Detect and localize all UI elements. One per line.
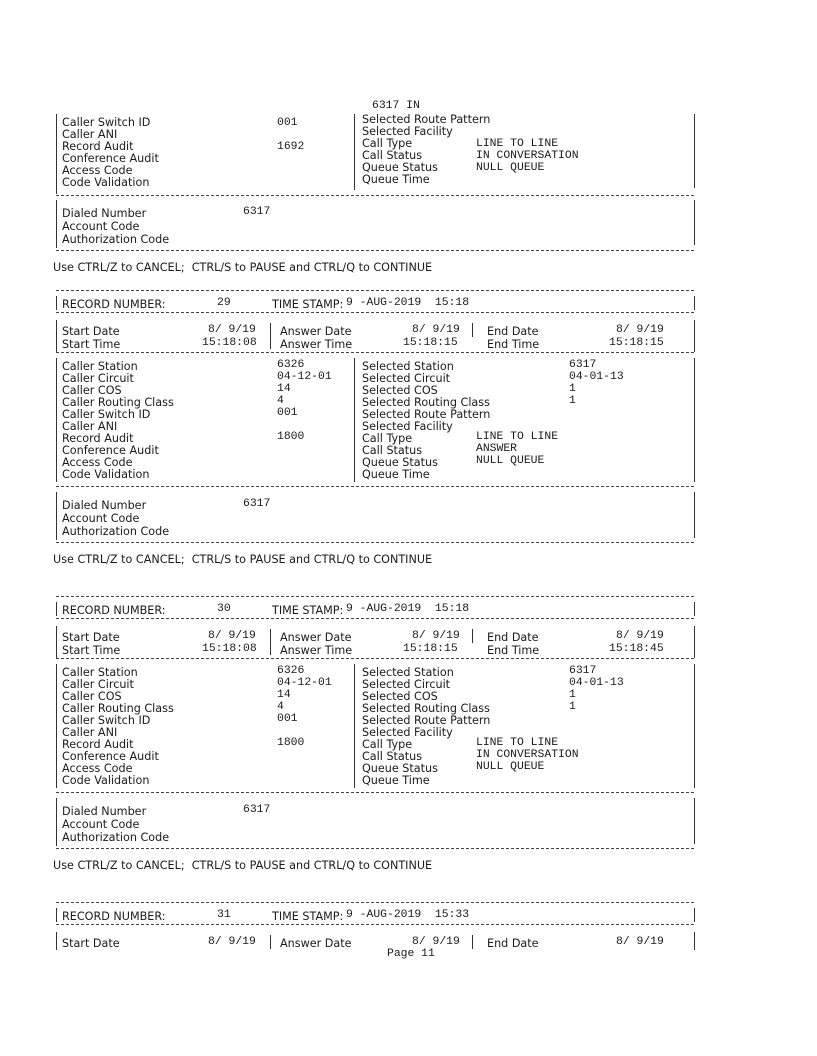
fragment-queue-status-value: NULL QUEUE: [476, 162, 545, 174]
dialed-number-label: Dialed Number: [62, 805, 147, 818]
border-line: [56, 296, 57, 310]
account-code-label: Account Code: [62, 512, 140, 525]
selected-routing-class-value: 1: [569, 395, 576, 407]
selected-routing-class-label: Selected Routing Class: [362, 702, 490, 715]
selected-station-label: Selected Station: [362, 360, 454, 373]
record-audit-value: 1800: [277, 737, 305, 749]
record-number-value: 30: [217, 603, 231, 615]
selected-routing-class-value: 1: [569, 701, 576, 713]
answer-date-value: 8/ 9/19: [412, 630, 460, 642]
page-number: Page 11: [387, 948, 435, 960]
dashed-divider: [56, 486, 694, 487]
border-line: [694, 664, 695, 788]
start-date-value: 8/ 9/19: [208, 936, 256, 948]
border-line: [56, 932, 57, 950]
end-date-label: End Date: [487, 325, 539, 338]
border-line: [694, 798, 695, 844]
date-separator: [270, 323, 271, 349]
start-date-label: Start Date: [62, 325, 120, 338]
selected-circuit-label: Selected Circuit: [362, 678, 451, 691]
time-stamp-value: 9 -AUG-2019 15:18: [346, 297, 470, 309]
caller-ani-label: Caller ANI: [62, 420, 118, 433]
record-number-label: RECORD NUMBER:: [62, 910, 166, 923]
dashed-divider: [56, 596, 694, 597]
fragment-left-label: Access Code: [62, 164, 133, 177]
dashed-divider: [56, 542, 694, 543]
border-line: [354, 358, 355, 482]
border-line: [354, 664, 355, 788]
date-separator: [270, 935, 271, 949]
caller-switch-id-value: 001: [277, 407, 298, 419]
end-time-label: End Time: [487, 338, 540, 351]
dialed-number-label: Dialed Number: [62, 499, 147, 512]
access-code-label: Access Code: [62, 762, 133, 775]
border-line: [694, 932, 695, 950]
fragment-call-type-value: LINE TO LINE: [476, 138, 559, 150]
selected-route-pattern-label: Selected Route Pattern: [362, 714, 491, 727]
fragment-left-label: Code Validation: [62, 176, 150, 189]
time-stamp-label: TIME STAMP:: [272, 604, 344, 617]
fragment-left-label: Caller ANI: [62, 128, 118, 141]
fragment-dialed-value: 6317: [243, 206, 271, 218]
caller-circuit-label: Caller Circuit: [62, 372, 134, 385]
fragment-dialed-label: Dialed Number: [62, 207, 147, 220]
border-line: [56, 358, 57, 482]
border-line: [694, 602, 695, 616]
record-audit-label: Record Audit: [62, 738, 134, 751]
record-number-label: RECORD NUMBER:: [62, 604, 166, 617]
caller-station-label: Caller Station: [62, 360, 138, 373]
time-stamp-value: 9 -AUG-2019 15:33: [346, 909, 470, 921]
call-status-label: Call Status: [362, 750, 423, 763]
caller-switch-id-value: 001: [277, 713, 298, 725]
record-number-label: RECORD NUMBER:: [62, 298, 166, 311]
ctrl-instructions: Use CTRL/Z to CANCEL; CTRL/S to PAUSE and CTRL/Q to CONTINUE: [53, 859, 433, 872]
border-line: [694, 908, 695, 922]
border-line: [56, 492, 57, 540]
queue-status-label: Queue Status: [362, 456, 438, 469]
dashed-divider: [56, 618, 694, 619]
call-type-label: Call Type: [362, 432, 413, 445]
selected-circuit-value: 04-01-13: [569, 677, 624, 689]
start-date-value: 8/ 9/19: [208, 324, 256, 336]
fragment-right-label: Selected Facility: [362, 125, 453, 138]
border-line: [354, 114, 355, 190]
queue-status-label: Queue Status: [362, 762, 438, 775]
start-time-label: Start Time: [62, 338, 121, 351]
dashed-divider: [56, 792, 694, 793]
border-line: [56, 908, 57, 922]
dashed-divider: [56, 250, 694, 251]
call-type-value: LINE TO LINE: [476, 431, 559, 443]
end-date-label: End Date: [487, 937, 539, 950]
code-validation-label: Code Validation: [62, 774, 150, 787]
border-line: [694, 200, 695, 245]
fragment-right-label: Call Type: [362, 137, 413, 150]
conference-audit-label: Conference Audit: [62, 750, 159, 763]
answer-date-label: Answer Date: [280, 631, 352, 644]
caller-cos-label: Caller COS: [62, 384, 122, 397]
caller-routing-class-value: 4: [277, 395, 284, 407]
end-date-value: 8/ 9/19: [616, 630, 664, 642]
caller-cos-value: 14: [277, 689, 291, 701]
call-status-value: ANSWER: [476, 443, 518, 455]
border-line: [694, 296, 695, 310]
time-stamp-value: 9 -AUG-2019 15:18: [346, 603, 470, 615]
call-status-label: Call Status: [362, 444, 423, 457]
end-date-value: 8/ 9/19: [616, 936, 664, 948]
ctrl-instructions: Use CTRL/Z to CANCEL; CTRL/S to PAUSE and CTRL/Q to CONTINUE: [53, 261, 433, 274]
dialed-number-value: 6317: [243, 498, 271, 510]
caller-cos-value: 14: [277, 383, 291, 395]
time-stamp-label: TIME STAMP:: [272, 910, 344, 923]
border-line: [694, 626, 695, 658]
dashed-divider: [56, 902, 694, 903]
record-number-value: 29: [217, 297, 231, 309]
selected-cos-value: 1: [569, 689, 576, 701]
end-date-label: End Date: [487, 631, 539, 644]
selected-station-value: 6317: [569, 359, 597, 371]
time-stamp-label: TIME STAMP:: [272, 298, 344, 311]
answer-date-value: 8/ 9/19: [412, 936, 460, 948]
selected-circuit-value: 04-01-13: [569, 371, 624, 383]
code-validation-label: Code Validation: [62, 468, 150, 481]
border-line: [694, 320, 695, 352]
queue-time-label: Queue Time: [362, 468, 430, 481]
call-type-value: LINE TO LINE: [476, 737, 559, 749]
answer-time-value: 15:18:15: [403, 643, 458, 655]
border-line: [56, 320, 57, 352]
border-line: [56, 602, 57, 616]
caller-circuit-value: 04-12-01: [277, 677, 332, 689]
dashed-divider: [56, 312, 694, 313]
end-time-value: 15:18:45: [609, 643, 664, 655]
answer-time-label: Answer Time: [280, 644, 353, 657]
answer-date-label: Answer Date: [280, 937, 352, 950]
caller-circuit-label: Caller Circuit: [62, 678, 134, 691]
end-time-label: End Time: [487, 644, 540, 657]
authorization-code-label: Authorization Code: [62, 525, 170, 538]
fragment-right-label: Call Status: [362, 149, 423, 162]
record-audit-value: 1800: [277, 431, 305, 443]
fragment-right-label: Selected Route Pattern: [362, 113, 491, 126]
date-separator: [472, 935, 473, 949]
call-type-label: Call Type: [362, 738, 413, 751]
conference-audit-label: Conference Audit: [62, 444, 159, 457]
answer-date-value: 8/ 9/19: [412, 324, 460, 336]
selected-cos-value: 1: [569, 383, 576, 395]
start-time-value: 15:18:08: [202, 643, 257, 655]
dashed-divider: [56, 924, 694, 925]
fragment-account-label: Account Code: [62, 220, 140, 233]
end-time-value: 15:18:15: [609, 337, 664, 349]
fragment-authorization-label: Authorization Code: [62, 233, 170, 246]
start-date-value: 8/ 9/19: [208, 630, 256, 642]
caller-cos-label: Caller COS: [62, 690, 122, 703]
fragment-switch-id: 001: [277, 117, 298, 129]
record-audit-label: Record Audit: [62, 432, 134, 445]
fragment-header-line: 6317 IN: [372, 100, 420, 112]
ctrl-instructions: Use CTRL/Z to CANCEL; CTRL/S to PAUSE and CTRL/Q to CONTINUE: [53, 553, 433, 566]
selected-routing-class-label: Selected Routing Class: [362, 396, 490, 409]
dashed-divider: [56, 658, 694, 659]
selected-route-pattern-label: Selected Route Pattern: [362, 408, 491, 421]
date-separator: [472, 629, 473, 643]
answer-date-label: Answer Date: [280, 325, 352, 338]
border-line: [694, 492, 695, 538]
answer-time-label: Answer Time: [280, 338, 353, 351]
date-separator: [270, 629, 271, 655]
caller-station-value: 6326: [277, 665, 305, 677]
caller-ani-label: Caller ANI: [62, 726, 118, 739]
caller-routing-class-label: Caller Routing Class: [62, 702, 174, 715]
call-status-value: IN CONVERSATION: [476, 749, 579, 761]
caller-station-value: 6326: [277, 359, 305, 371]
caller-switch-id-label: Caller Switch ID: [62, 714, 151, 727]
date-separator: [472, 323, 473, 337]
fragment-left-label: Record Audit: [62, 140, 134, 153]
border-line: [694, 114, 695, 188]
border-line: [694, 358, 695, 482]
queue-status-value: NULL QUEUE: [476, 761, 545, 773]
queue-status-value: NULL QUEUE: [476, 455, 545, 467]
fragment-right-label: Queue Time: [362, 173, 430, 186]
selected-circuit-label: Selected Circuit: [362, 372, 451, 385]
fragment-right-label: Queue Status: [362, 161, 438, 174]
fragment-call-status-value: IN CONVERSATION: [476, 150, 579, 162]
start-time-value: 15:18:08: [202, 337, 257, 349]
authorization-code-label: Authorization Code: [62, 831, 170, 844]
fragment-record-audit: 1692: [277, 141, 305, 153]
start-time-label: Start Time: [62, 644, 121, 657]
access-code-label: Access Code: [62, 456, 133, 469]
dashed-divider: [56, 195, 694, 196]
start-date-label: Start Date: [62, 937, 120, 950]
answer-time-value: 15:18:15: [403, 337, 458, 349]
fragment-left-label: Conference Audit: [62, 152, 159, 165]
dashed-divider: [56, 352, 694, 353]
selected-station-label: Selected Station: [362, 666, 454, 679]
caller-routing-class-label: Caller Routing Class: [62, 396, 174, 409]
dashed-divider: [56, 290, 694, 291]
selected-cos-label: Selected COS: [362, 384, 438, 397]
end-date-value: 8/ 9/19: [616, 324, 664, 336]
border-line: [56, 798, 57, 846]
caller-station-label: Caller Station: [62, 666, 138, 679]
account-code-label: Account Code: [62, 818, 140, 831]
record-number-value: 31: [217, 909, 231, 921]
border-line: [56, 664, 57, 788]
dialed-number-value: 6317: [243, 804, 271, 816]
caller-routing-class-value: 4: [277, 701, 284, 713]
selected-station-value: 6317: [569, 665, 597, 677]
border-line: [56, 114, 57, 194]
border-line: [56, 200, 57, 248]
start-date-label: Start Date: [62, 631, 120, 644]
border-line: [56, 626, 57, 658]
selected-cos-label: Selected COS: [362, 690, 438, 703]
selected-facility-label: Selected Facility: [362, 726, 453, 739]
queue-time-label: Queue Time: [362, 774, 430, 787]
fragment-left-label: Caller Switch ID: [62, 116, 151, 129]
dashed-divider: [56, 848, 694, 849]
selected-facility-label: Selected Facility: [362, 420, 453, 433]
caller-switch-id-label: Caller Switch ID: [62, 408, 151, 421]
caller-circuit-value: 04-12-01: [277, 371, 332, 383]
